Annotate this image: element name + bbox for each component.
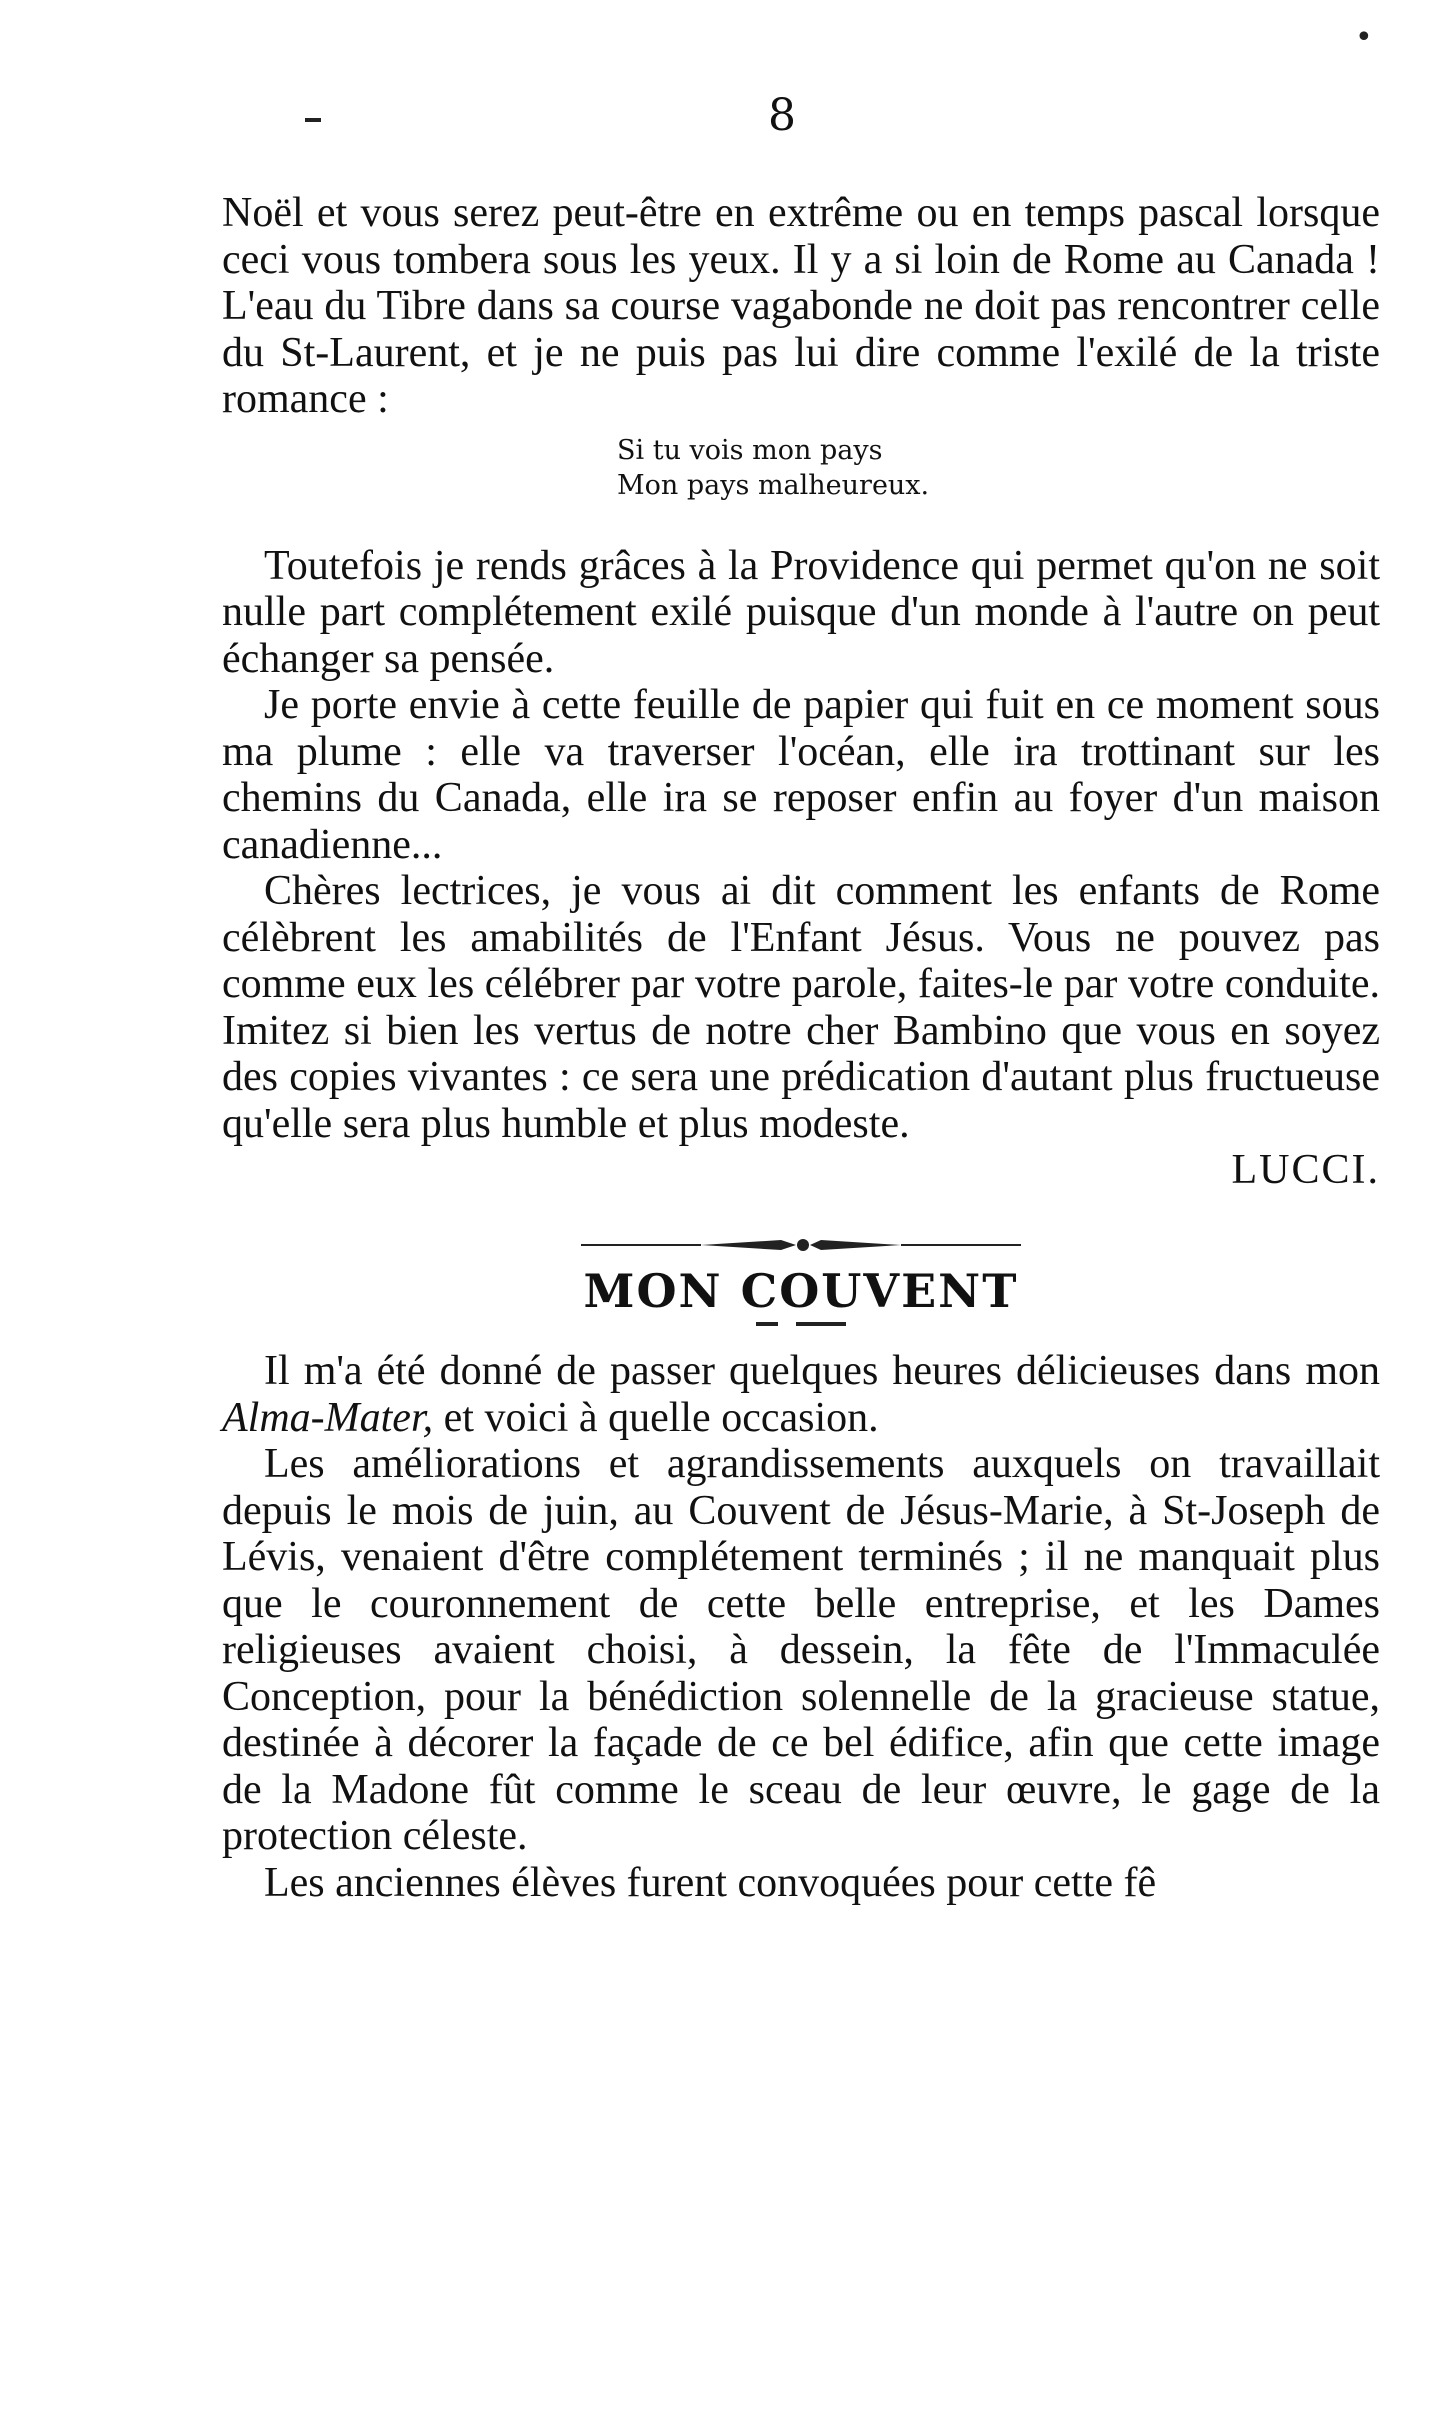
article-letter bbox=[222, 190, 1380, 1194]
author-signature: LUCCI. bbox=[1231, 1147, 1380, 1193]
section-title: MON COUVENT bbox=[583, 1263, 1019, 1318]
verse-line: Mon pays malheureux. bbox=[617, 469, 930, 501]
title-underline bbox=[756, 1320, 846, 1328]
text-run: et voici à quelle occasion. bbox=[433, 1394, 879, 1441]
paragraph: Noël et vous serez peut-être en extrême ou en temps pascal lorsque ceci vous tombera sous les yeux. Il y a si loin de Rome au Canada ! L'eau du Tibre dans sa course vagabonde ne doit pas rencontrer celle du St-Laurent, et je ne puis pas lui dire comme l'exilé de la triste romance : bbox=[222, 190, 1380, 422]
header-dash bbox=[305, 118, 321, 122]
paragraph: Les améliorations et agrandissements auxquels on travaillait depuis le mois de juin, au Couvent de Jésus-Marie, à St-Joseph de Lévis, venaient d'être complétement terminés ; il ne manquait plus que le couronnement de cette belle entreprise, et les Dames religieuses avaient choisi, à dessein, la fête de l'Immaculée Conception, pour la bénédiction solennelle de la gracieuse statue, destinée à décorer la façade de ce bel édifice, afin que cette image de la Madone fût comme le sceau de leur œuvre, le gage de la protection céleste. bbox=[222, 1441, 1380, 1859]
corner-mark: • bbox=[1355, 20, 1373, 55]
article-convent bbox=[222, 1348, 1380, 1906]
paragraph: Toutefois je rends grâces à la Providence qui permet qu'on ne soit nulle part complétement exilé puisque d'un monde à l'autre on peut échanger sa pensée. bbox=[222, 542, 1380, 682]
paragraph: Chères lectrices, je vous ai dit comment les enfants de Rome célèbrent les amabilités de l'Enfant Jésus. Vous ne pouvez pas comme eux les célébrer par votre parole, faites-le par votre conduite. Imitez si bien les vertus de notre cher Bambino que vous en soyez des copies vivantes : ce sera une prédication d'autant plus fructueuse qu'elle sera plus humble et plus modeste. bbox=[222, 868, 1380, 1147]
paragraph: Je porte envie à cette feuille de papier qui fuit en ce moment sous ma plume : elle va traverser l'océan, elle ira trottinant sur les chemins du Canada, elle ira se reposer enfin au foyer d'un maison canadienne... bbox=[222, 682, 1380, 868]
paragraph bbox=[222, 1348, 1380, 1441]
text-run: Il m'a été donné de passer quelques heures délicieuses dans mon bbox=[264, 1348, 1380, 1394]
verse-line: Si tu vois mon pays bbox=[617, 434, 883, 466]
text-column bbox=[222, 190, 1380, 1906]
section-divider-ornament bbox=[581, 1234, 1021, 1256]
paragraph: Les anciennes élèves furent convoquées pour cette fê bbox=[264, 1859, 1157, 1906]
page-number: 8 bbox=[768, 90, 796, 141]
emphasized-title: Alma-Mater, bbox=[222, 1394, 434, 1441]
verse-quote bbox=[617, 433, 1380, 503]
